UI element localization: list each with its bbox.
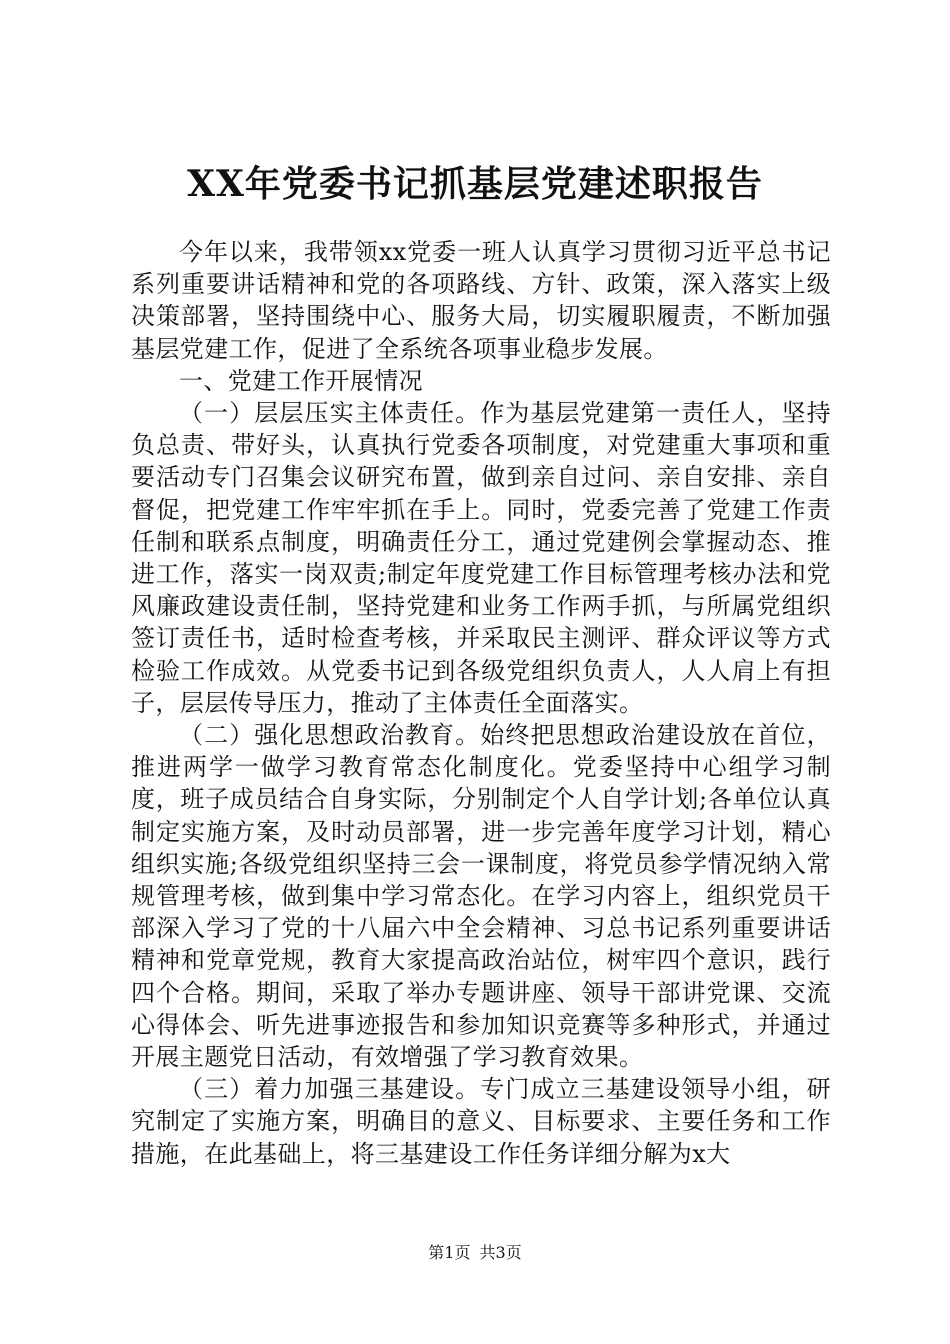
document-title: XX年党委书记抓基层党建述职报告 (187, 163, 763, 205)
page-footer (0, 1242, 950, 1264)
section-heading: 一、党建工作开展情况 (179, 366, 423, 395)
body-paragraph: （一）层层压实主体责任。作为基层党建第一责任人，坚持负总责、带好头，认真执行党委各项制度，对党建重大事项和重要活动专门召集会议研究布置，做到亲自过问、亲自安排、亲自督促，把党建工作牢牢抓在手上。同时，党委完善了党建工作责任制和联系点制度，明确责任分工，通过党建例会掌握动态、推进工作，落实一岗双责;制定年度党建工作目标管理考核办法和党风廉政建设责任制，坚持党建和业务工作两手抓，与所属党组织签订责任书，适时检查考核，并采取民主测评、群众评议等方式检验工作成效。从党委书记到各级党组织负责人，人人肩上有担子，层层传导压力，推动了主体责任全面落实。 (131, 399, 831, 717)
intro-paragraph: 今年以来，我带领xx党委一班人认真学习贯彻习近平总书记系列重要讲话精神和党的各项路线、方针、政策，深入落实上级决策部署，坚持围绕中心、服务大局，切实履职履责，不断加强基层党建工作，促进了全系统各项事业稳步发展。 (131, 238, 831, 363)
page-number: 第1页 (428, 1243, 471, 1262)
document-body (131, 236, 831, 1170)
body-paragraph: （三）着力加强三基建设。专门成立三基建设领导小组，研究制定了实施方案，明确目的意义、目标要求、主要任务和工作措施，在此基础上，将三基建设工作任务详细分解为x大 (131, 1075, 831, 1168)
body-paragraph: （二）强化思想政治教育。始终把思想政治建设放在首位，推进两学一做学习教育常态化制度化。党委坚持中心组学习制度，班子成员结合自身实际，分别制定个人自学计划;各单位认真制定实施方案，及时动员部署，进一步完善年度学习计划，精心组织实施;各级党组织坚持三会一课制度，将党员参学情况纳入常规管理考核，做到集中学习常态化。在学习内容上，组织党员干部深入学习了党的十八届六中全会精神、习总书记系列重要讲话精神和党章党规，教育大家提高政治站位，树牢四个意识，践行四个合格。期间，采取了举办专题讲座、领导干部讲党课、交流心得体会、听先进事迹报告和参加知识竞赛等多种形式，并通过开展主题党日活动，有效增强了学习教育效果。 (131, 721, 831, 1072)
page-total: 共3页 (479, 1243, 522, 1262)
